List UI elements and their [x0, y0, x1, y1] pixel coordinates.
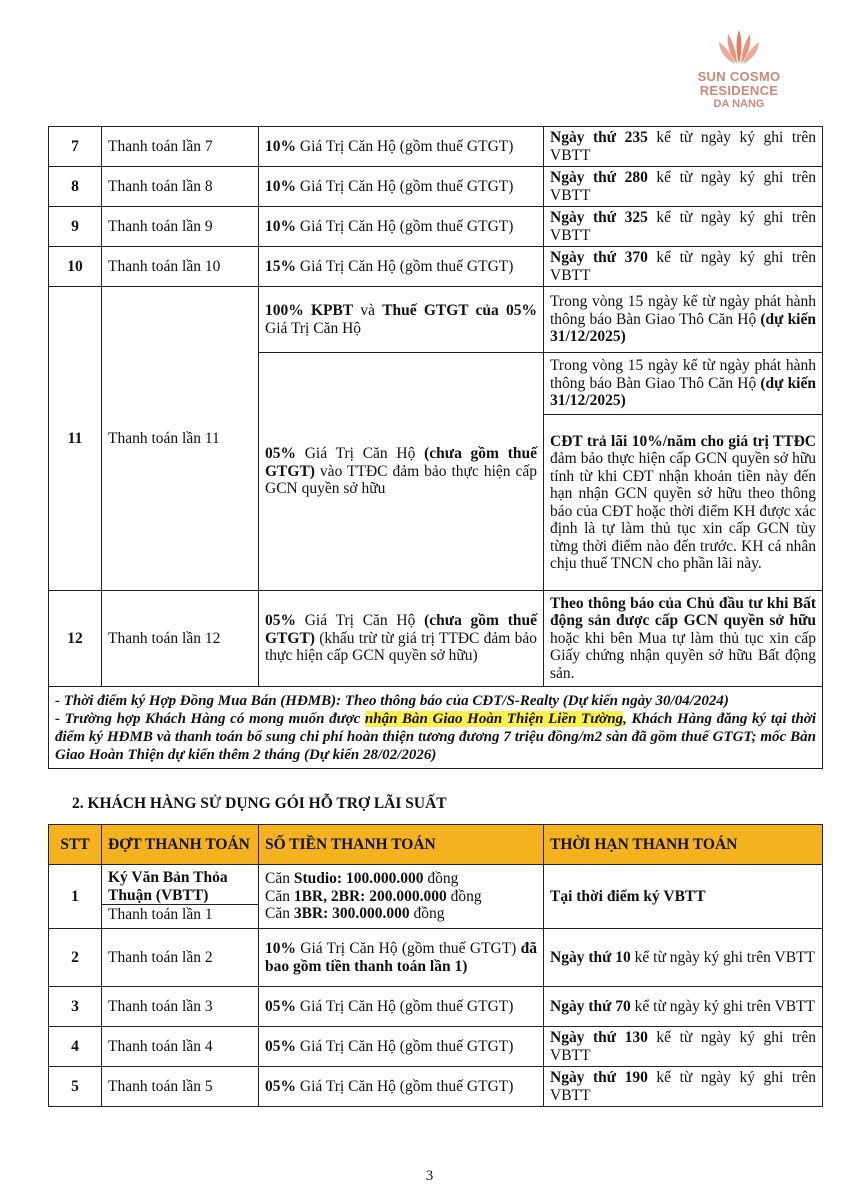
signing-note: - Thời điểm ký Hợp Đồng Mua Bán (HĐMB): Theo thông báo của CĐT/S-Realty (Dự kiến ngày 30/04/2024) — [55, 692, 729, 709]
deadline-cell: Ngày thứ 280 kể từ ngày ký ghi trên VBTT — [544, 167, 823, 207]
table-row — [49, 1027, 823, 1067]
header-row — [49, 825, 823, 865]
table-row — [49, 687, 823, 769]
section-title: 2. KHÁCH HÀNG SỬ DỤNG GÓI HỖ TRỢ LÃI SUẤT — [72, 795, 447, 812]
brand-name: SUN COSMO RESIDENCE — [697, 69, 781, 98]
installment-cell: Thanh toán lần 12 — [102, 591, 259, 687]
brand-logo — [664, 26, 814, 118]
interest-note-cell: CĐT trả lãi 10%/năm cho giá trị TTĐC đảm bảo thực hiện cấp GCN quyền sở hữu tính từ khi CĐT nhận khoản tiền này đến hạn nhận GCN quyền sở hữu theo thông báo của CĐT hoặc thời điểm KH được xác định là tự làm thủ tục xin cấp GCN tùy từng thời điểm nào đến trước. KH cá nhân chịu thuế TNCN cho phần lãi này. — [544, 415, 823, 591]
deadline-cell: Trong vòng 15 ngày kể từ ngày phát hành thông báo Bàn Giao Thô Căn Hộ (dự kiến 31/12/2025) — [544, 287, 823, 353]
amount-cell: 15% Giá Trị Căn Hộ (gồm thuế GTGT) — [259, 247, 544, 287]
stt-cell: 7 — [49, 127, 102, 167]
page-number: 3 — [425, 1168, 434, 1184]
deadline-cell: Ngày thứ 370 kể từ ngày ký ghi trên VBTT — [544, 247, 823, 287]
deadline-cell: Ngày thứ 190 kể từ ngày ký ghi trên VBTT — [544, 1067, 823, 1107]
brand-city: DA NANG — [713, 98, 765, 110]
amount-cell: 10% Giá Trị Căn Hộ (gồm thuế GTGT) — [259, 207, 544, 247]
table-row — [49, 247, 823, 287]
stt-cell: 9 — [49, 207, 102, 247]
table-row — [49, 865, 823, 929]
amount-cell: 05% Giá Trị Căn Hộ (chưa gồm thuế GTGT) vào TTĐC đảm bảo thực hiện cấp GCN quyền sở hữu — [259, 353, 544, 591]
table-row — [49, 929, 823, 987]
stt-cell: 8 — [49, 167, 102, 207]
deadline-cell: Trong vòng 15 ngày kể từ ngày phát hành thông báo Bàn Giao Thô Căn Hộ (dự kiến 31/12/2025) — [544, 353, 823, 415]
amount-cell: 10% Giá Trị Căn Hộ (gồm thuế GTGT) — [259, 127, 544, 167]
table-row — [49, 127, 823, 167]
installment-cell: Thanh toán lần 10 — [102, 247, 259, 287]
deadline-cell: Ngày thứ 10 kể từ ngày ký ghi trên VBTT — [544, 929, 823, 987]
deadline-cell: Theo thông báo của Chủ đầu tư khi Bất động sản được cấp GCN quyền sở hữu hoặc khi bên Mua tự làm thủ tục xin cấp Giấy chứng nhận quyền sở hữu Bất động sản. — [544, 591, 823, 687]
installment-cell: Thanh toán lần 5 — [102, 1067, 259, 1107]
table-row — [49, 987, 823, 1027]
table-row — [49, 207, 823, 247]
installment-cell: Thanh toán lần 11 — [102, 287, 259, 591]
stt-cell: 5 — [49, 1067, 102, 1107]
stt-cell: 4 — [49, 1027, 102, 1067]
amount-cell: 05% Giá Trị Căn Hộ (gồm thuế GTGT) — [259, 1027, 544, 1067]
amount-cell: 05% Giá Trị Căn Hộ (chưa gồm thuế GTGT) (khấu trừ từ giá trị TTĐC đảm bảo thực hiện cấp GCN quyền sở hữu) — [259, 591, 544, 687]
stt-cell: 3 — [49, 987, 102, 1027]
amount-cell: 10% Giá Trị Căn Hộ (gồm thuế GTGT) — [259, 167, 544, 207]
header-installment: ĐỢT THANH TOÁN — [102, 825, 259, 865]
stt-cell: 10 — [49, 247, 102, 287]
amount-cell: 05% Giá Trị Căn Hộ (gồm thuế GTGT) — [259, 1067, 544, 1107]
amount-cell: 05% Giá Trị Căn Hộ (gồm thuế GTGT) — [259, 987, 544, 1027]
installment-cell: Thanh toán lần 3 — [102, 987, 259, 1027]
installment-cell: Thanh toán lần 4 — [102, 1027, 259, 1067]
deadline-cell: Ngày thứ 130 kể từ ngày ký ghi trên VBTT — [544, 1027, 823, 1067]
header-stt: STT — [49, 825, 102, 865]
amount-cell: 100% KPBT và Thuế GTGT của 05% Giá Trị Căn Hộ — [259, 287, 544, 353]
installment-cell: Thanh toán lần 8 — [102, 167, 259, 207]
deadline-cell: Ngày thứ 235 kể từ ngày ký ghi trên VBTT — [544, 127, 823, 167]
stt-cell: 2 — [49, 929, 102, 987]
table-row — [49, 591, 823, 687]
highlighted-text: nhận Bàn Giao Hoàn Thiện Liền Tường — [364, 710, 624, 727]
payment-schedule-table — [48, 126, 823, 769]
installment-cell: Thanh toán lần 2 — [102, 929, 259, 987]
installment-cell: Thanh toán lần 9 — [102, 207, 259, 247]
installment-cell: Ký Văn Bản Thỏa Thuận (VBTT) Thanh toán lần 1 — [102, 865, 259, 929]
stt-cell: 12 — [49, 591, 102, 687]
sun-petal-icon — [714, 26, 764, 66]
installment-cell: Thanh toán lần 7 — [102, 127, 259, 167]
table-row — [49, 287, 823, 353]
deadline-cell: Ngày thứ 325 kể từ ngày ký ghi trên VBTT — [544, 207, 823, 247]
deadline-cell: Tại thời điểm ký VBTT — [544, 865, 823, 929]
interest-support-table — [48, 824, 823, 1107]
table-row — [49, 167, 823, 207]
amount-cell: 10% Giá Trị Căn Hộ (gồm thuế GTGT) đã bao gồm tiền thanh toán lần 1) — [259, 929, 544, 987]
header-deadline: THỜI HẠN THANH TOÁN — [544, 825, 823, 865]
stt-cell: 1 — [49, 865, 102, 929]
header-amount: SỐ TIỀN THANH TOÁN — [259, 825, 544, 865]
stt-cell: 11 — [49, 287, 102, 591]
amount-cell: Căn Studio: 100.000.000 đồng Căn 1BR, 2BR: 200.000.000 đồng Căn 3BR: 300.000.000 đồng — [259, 865, 544, 929]
handover-note: - Trường hợp Khách Hàng có mong muốn được nhận Bàn Giao Hoàn Thiện Liền Tường, Khách Hàng đăng ký tại thời điểm ký HĐMB và thanh toán bổ sung chi phí hoàn thiện tương đương 7 triệu đồng/m2 sàn đã gồm thuế GTGT; mốc Bàn Giao Hoàn Thiện dự kiến thêm 2 tháng (Dự kiến 28/02/2026) — [55, 710, 817, 763]
notes-cell — [49, 687, 823, 769]
table-row — [49, 1067, 823, 1107]
deadline-cell: Ngày thứ 70 kể từ ngày ký ghi trên VBTT — [544, 987, 823, 1027]
